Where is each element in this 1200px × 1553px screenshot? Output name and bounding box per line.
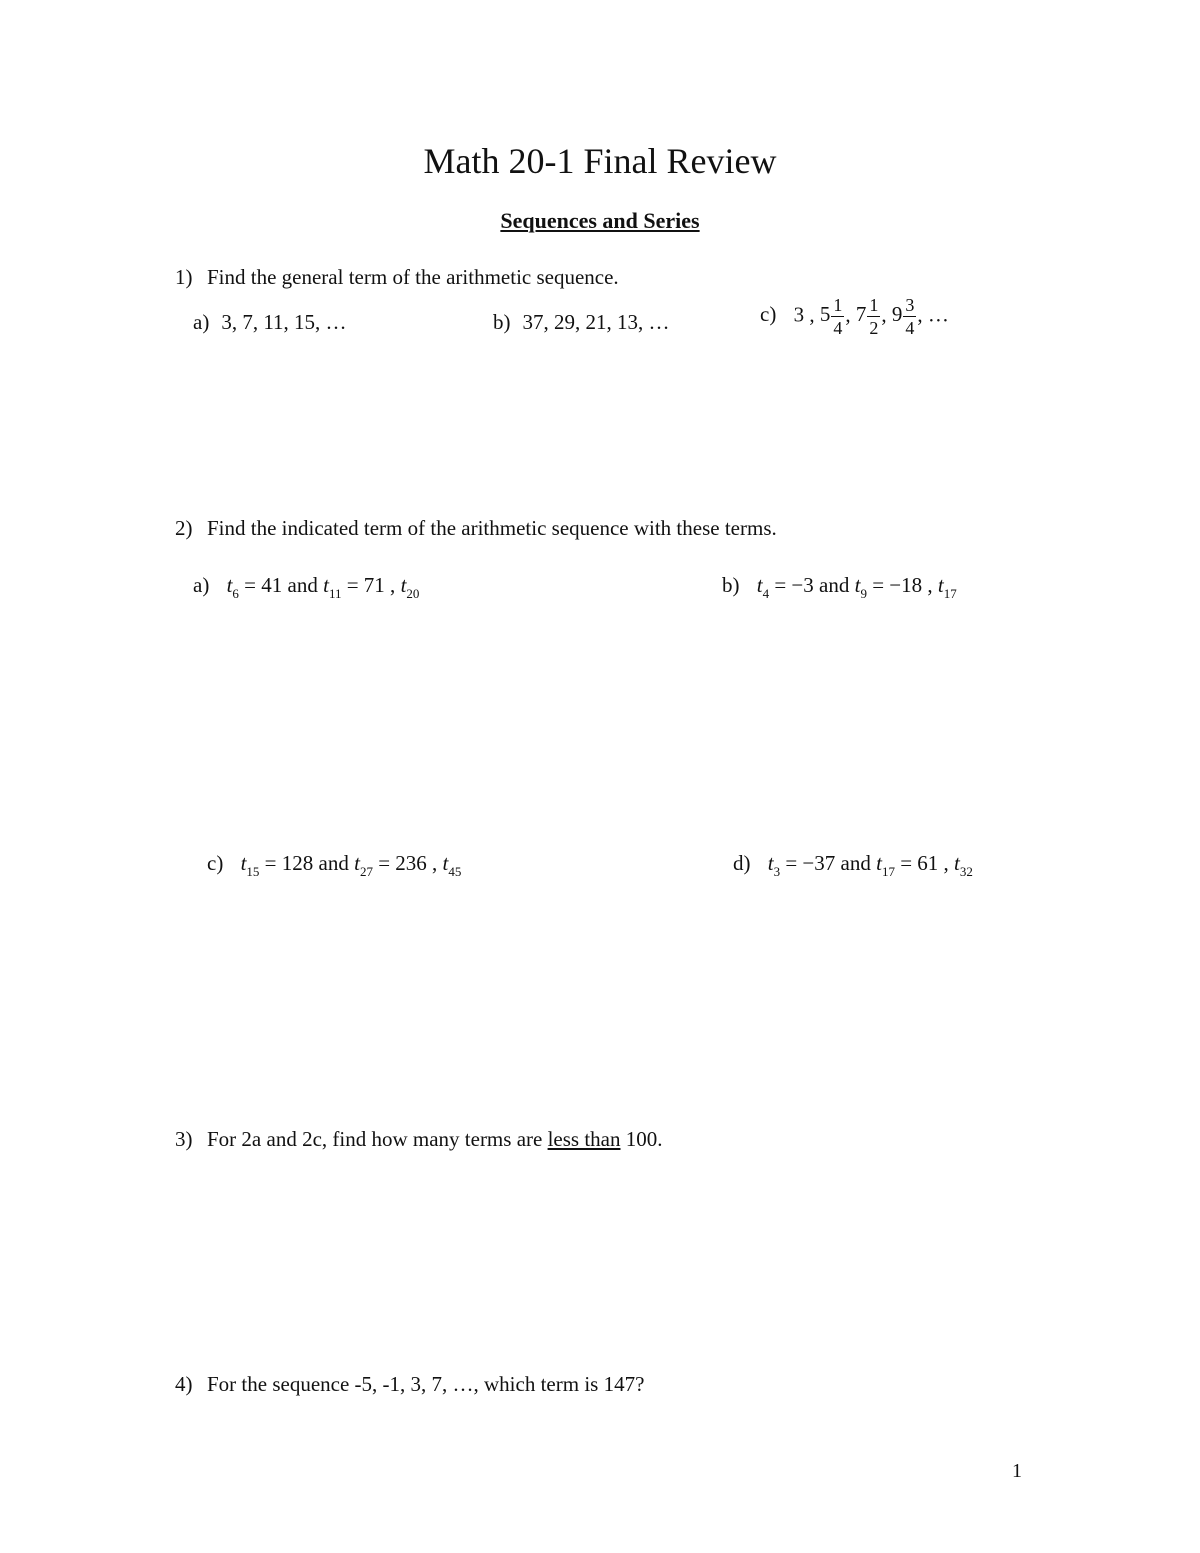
question-3 <box>175 1127 662 1152</box>
sequence-tail: , … <box>917 302 949 327</box>
q1-part-c <box>760 296 949 337</box>
denominator: 4 <box>905 318 915 338</box>
separator: , <box>881 302 887 327</box>
term-2 <box>819 295 846 338</box>
part-label: d) <box>733 851 751 875</box>
question-number: 1) <box>175 265 193 289</box>
numerator: 1 <box>869 295 879 315</box>
part-label: c) <box>760 302 777 327</box>
term-variable: t <box>756 573 763 597</box>
section-heading: Sequences and Series <box>500 208 700 233</box>
term-4 <box>891 295 918 338</box>
term-subscript: 17 <box>943 586 957 601</box>
mixed-whole: 9 <box>891 302 903 327</box>
q2-part-c <box>207 851 461 880</box>
term-subscript: 6 <box>232 586 239 601</box>
sequence-expression: 3, 7, 11, 15, … <box>221 310 347 334</box>
term-variable: t <box>226 573 233 597</box>
term-variable: t <box>876 851 882 875</box>
term-value: = 41 and <box>244 573 318 597</box>
term-value: = −37 and <box>785 851 871 875</box>
mixed-whole: 5 <box>819 302 831 327</box>
fraction <box>903 296 916 337</box>
denominator: 2 <box>869 318 879 338</box>
term-subscript: 45 <box>448 864 462 879</box>
mixed-whole: 7 <box>855 302 867 327</box>
question-text: Find the general term of the arithmetic sequence. <box>207 265 619 289</box>
numerator: 3 <box>905 295 915 315</box>
term-variable: t <box>323 573 329 597</box>
part-label: a) <box>193 310 210 334</box>
q1-part-a <box>193 310 347 335</box>
part-label: c) <box>207 851 224 875</box>
q2-part-d <box>733 851 973 880</box>
question-number: 2) <box>175 516 193 540</box>
sequence-expression: 37, 29, 21, 13, … <box>522 310 670 334</box>
separator: , <box>845 302 851 327</box>
term-value: = −3 and <box>774 573 850 597</box>
part-label: b) <box>722 573 740 597</box>
term-subscript: 32 <box>959 864 973 879</box>
term-variable: t <box>854 573 861 597</box>
term-1: 3 , <box>793 302 815 327</box>
denominator: 4 <box>833 318 843 338</box>
q2-part-b <box>722 573 957 602</box>
part-label: b) <box>493 310 511 334</box>
term-subscript: 3 <box>773 864 781 879</box>
term-subscript: 17 <box>881 864 895 879</box>
question-number: 3) <box>175 1127 193 1151</box>
term-value: = −18 , <box>872 573 933 597</box>
q1-part-b <box>493 310 670 335</box>
term-subscript: 11 <box>328 586 342 601</box>
underlined-emphasis: less than <box>547 1127 621 1151</box>
question-number: 4) <box>175 1372 193 1396</box>
fraction <box>867 296 880 337</box>
term-value: = 236 , <box>378 851 438 875</box>
term-subscript: 20 <box>406 586 420 601</box>
term-variable: t <box>937 573 944 597</box>
question-text: Find the indicated term of the arithmetic sequence with these terms. <box>207 516 777 540</box>
question-text: For 2a and 2c, find how many terms are <box>207 1127 543 1151</box>
question-text: For the sequence -5, -1, 3, 7, …, which term is 147? <box>207 1372 645 1396</box>
term-value: = 61 , <box>900 851 949 875</box>
question-text-end: 100. <box>625 1127 663 1151</box>
page-title: Math 20-1 Final Review <box>423 141 777 181</box>
term-variable: t <box>354 851 360 875</box>
term-variable: t <box>400 573 407 597</box>
term-variable: t <box>767 851 774 875</box>
term-variable: t <box>954 851 960 875</box>
term-value: = 71 , <box>346 573 396 597</box>
term-subscript: 9 <box>860 586 867 601</box>
term-3 <box>855 295 882 338</box>
term-value: = 128 and <box>264 851 349 875</box>
question-1 <box>175 265 619 290</box>
question-2 <box>175 516 777 541</box>
q2-part-a <box>193 573 419 602</box>
term-variable: t <box>442 851 449 875</box>
term-subscript: 4 <box>762 586 770 601</box>
part-label: a) <box>193 573 210 597</box>
term-subscript: 15 <box>246 864 260 879</box>
fraction <box>831 296 844 337</box>
question-4 <box>175 1372 644 1397</box>
term-subscript: 27 <box>359 864 373 879</box>
numerator: 1 <box>833 295 843 315</box>
page-number: 1 <box>1012 1460 1022 1482</box>
term-variable: t <box>240 851 247 875</box>
